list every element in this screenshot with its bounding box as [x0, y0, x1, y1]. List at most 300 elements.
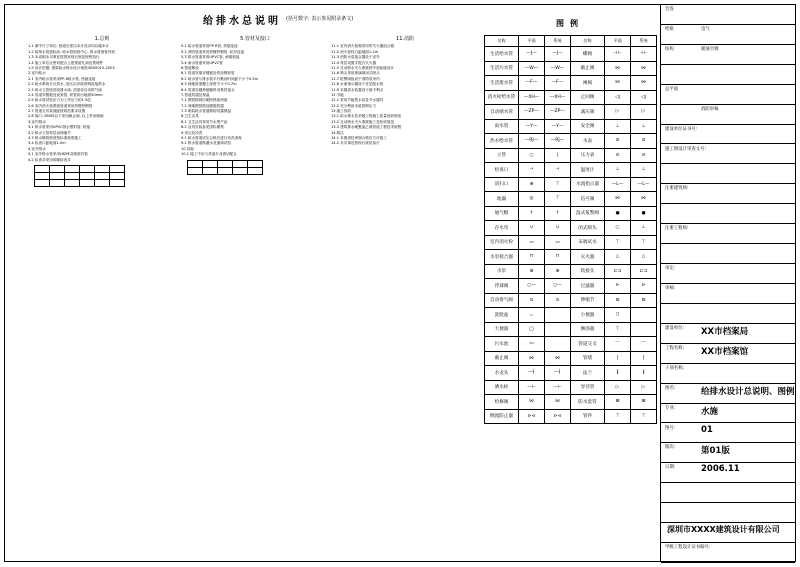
note-line: 6.4 管道穿越伸缩缝时设柔性接头 — [181, 87, 235, 92]
legend-row — [485, 61, 657, 76]
legend-symbol: ⊥ — [605, 119, 631, 134]
legend-symbol: —XH— — [519, 90, 545, 105]
title-block-label: 建设单位证书号: — [665, 126, 698, 132]
legend-symbol: ⋈ — [519, 395, 545, 410]
legend-name: 压力表 — [571, 148, 605, 163]
note-line: 2.8 阀门: DN50以下采用截止阀, 以上采用闸阀 — [28, 114, 104, 119]
note-line: 12.1 采用节能型水泵及节水器具 — [331, 98, 384, 103]
legend-row — [485, 76, 657, 91]
note-line: 2.2 给水系统分区供水, 低区由市政管网直接供水 — [28, 82, 106, 87]
legend-symbol: —⊢ — [519, 380, 545, 395]
title-block-row — [661, 124, 795, 145]
note-line: 13.3 建筑排水硬聚氯乙烯管道工程技术规程 — [331, 125, 402, 130]
legend-symbol: ⊞ — [631, 395, 657, 410]
title-block-row — [661, 442, 795, 463]
note-line: 5.4 雨水管道采用UPVC管 — [181, 60, 223, 65]
note-line: 9.2 排水管道做灌水及通球试验 — [181, 141, 231, 146]
title-block-value: 2006.11 — [701, 464, 740, 475]
legend-symbol: ⊓ — [519, 250, 545, 265]
legend-symbol — [631, 322, 657, 337]
legend-symbol — [545, 308, 571, 323]
legend-table — [484, 35, 657, 424]
title-block-row — [661, 84, 795, 105]
title-block-row — [661, 283, 795, 304]
legend-symbol: ⊓ — [545, 250, 571, 265]
title-block-label: 总平面 — [665, 86, 679, 92]
legend-row — [485, 380, 657, 395]
legend-symbol: ○ — [519, 148, 545, 163]
note-line: 10.1 施工中应与其他专业密切配合 — [181, 152, 237, 157]
legend-symbol: ◡ — [519, 308, 545, 323]
legend-symbol: ⊤ — [605, 409, 631, 424]
legend-name: 雨水管 — [485, 119, 519, 134]
legend-symbol: ⊳⊲ — [545, 409, 571, 424]
notes-title: 给排水总说明 — [203, 16, 281, 27]
legend-symbol: ⋈ — [545, 395, 571, 410]
legend-row — [485, 308, 657, 323]
title-block-row — [661, 522, 795, 543]
legend-symbol: ∪ — [545, 221, 571, 236]
legend-header: 平面 — [519, 36, 545, 47]
legend-symbol: ◯ — [519, 322, 545, 337]
title-block-label: 审核: — [665, 286, 676, 291]
legend-row — [485, 235, 657, 250]
legend-header: 系统 — [545, 36, 571, 47]
legend-symbol: —Y— — [545, 119, 571, 134]
legend-name: 水表 — [571, 134, 605, 149]
legend-name: 通气帽 — [485, 206, 519, 221]
legend-name: 湿式报警阀 — [571, 206, 605, 221]
legend-symbol: ] — [631, 351, 657, 366]
legend-row — [485, 395, 657, 410]
legend-symbol: —Y— — [519, 119, 545, 134]
title-block-row — [661, 183, 795, 204]
legend-symbol: ⌒ — [631, 337, 657, 352]
title-block-row — [661, 44, 795, 65]
legend-symbol: ‖ — [631, 366, 657, 381]
legend-symbol: ⋈ — [605, 61, 631, 76]
legend-row — [485, 250, 657, 265]
legend-symbol: —L— — [631, 177, 657, 192]
legend-row — [485, 148, 657, 163]
title-block-row — [661, 263, 795, 284]
legend-symbol: ⊤ — [545, 192, 571, 207]
section-heading: 1.总则 — [94, 36, 110, 42]
legend-symbol: ● — [605, 206, 631, 221]
title-block-label: 会签 — [665, 7, 674, 12]
legend-name: 止回阀 — [571, 90, 605, 105]
legend-symbol: —L— — [605, 177, 631, 192]
title-block-label: 专业: — [665, 405, 676, 411]
legend-row — [485, 90, 657, 105]
legend-name: 自动喷水管 — [485, 105, 519, 120]
title-block-value: 水施 — [701, 406, 719, 417]
legend-symbol: ⊣⊢ — [631, 47, 657, 62]
legend-row — [485, 351, 657, 366]
legend-symbol: ▭ — [519, 337, 545, 352]
legend-row — [485, 293, 657, 308]
legend-row — [485, 366, 657, 381]
note-line: 14.2 未尽事宜按现行规范执行 — [331, 141, 380, 146]
note-line: 7.2 埋地钢管做加强级防腐 — [181, 103, 224, 108]
legend-symbol: ⊙ — [545, 293, 571, 308]
title-block-label: 建设单位: — [665, 325, 685, 331]
note-line: 6.1 管道穿墙穿楼板处均设钢套管 — [181, 71, 235, 76]
title-block-row — [661, 144, 795, 165]
note-line: 3.1 排水管采用UPVC排水塑料管, 粘接 — [28, 125, 91, 130]
legend-symbol: —XH— — [545, 90, 571, 105]
legend-symbol: ⊘ — [631, 134, 657, 149]
note-line: 6.3 埋地管道覆土深度不小于0.7m — [181, 82, 237, 87]
legend-name: 倒流防止器 — [485, 409, 519, 424]
legend-name: 软接头 — [571, 264, 605, 279]
legend-symbol: ⋈ — [631, 61, 657, 76]
title-block-label: 施工图设计审查文号: — [665, 146, 706, 152]
title-block-label: 结构 — [665, 46, 674, 52]
legend-symbol: ⊥ — [631, 163, 657, 178]
note-line: 2.1 室内给水管采用PP-R给水管, 热熔连接 — [28, 76, 96, 81]
note-line: 11.3 消防水泵接合器设于室外 — [331, 55, 380, 60]
notes-column-3 — [331, 34, 478, 147]
legend-symbol: —ZP— — [545, 105, 571, 120]
title-block-label: 甲级工程设计证书编号: — [665, 545, 711, 551]
legend-name: 小便器 — [571, 308, 605, 323]
legend-symbol: ▭ — [519, 235, 545, 250]
note-line: 2.7 管道支吊架间距按规范要求设置 — [28, 109, 86, 114]
legend-name: 灭火器 — [571, 250, 605, 265]
note-line: 1.4 施工单位应密切配合土建预留孔洞及预埋件 — [28, 60, 104, 65]
note-line: 14.1 本图须经审图合格后方可施工 — [331, 136, 387, 141]
legend-name: 闸阀 — [571, 76, 605, 91]
legend-symbol: ○— — [545, 279, 571, 294]
legend-name: 立管 — [485, 148, 519, 163]
legend-symbol: ⊞ — [605, 395, 631, 410]
title-block-row — [661, 502, 795, 523]
title-block-label: 工程名称: — [665, 345, 685, 351]
legend-name: 安全阀 — [571, 119, 605, 134]
title-block-row — [661, 104, 795, 125]
legend-symbol: —J— — [545, 47, 571, 62]
title-block-row — [661, 383, 795, 404]
legend-header: 名称 — [485, 36, 519, 47]
legend-symbol: —┤ — [545, 366, 571, 381]
legend-symbol: ⊣ — [545, 163, 571, 178]
note-line: 2.4 管道穿楼板处设套管, 套管高出地面50mm — [28, 92, 103, 97]
note-line: 2.6 室内消火栓系统管道采用热镀锌钢管 — [28, 103, 93, 108]
legend-symbol: —ZP— — [519, 105, 545, 120]
legend-symbol: ○— — [519, 279, 545, 294]
legend-name: 闭式喷头 — [571, 221, 605, 236]
legend-symbol: ⊳ — [605, 279, 631, 294]
note-line: 3.3 排水横管坡度按标准坡度施工 — [28, 136, 82, 141]
legend-title: 图例 — [556, 19, 584, 28]
title-block-label: 图名: — [665, 385, 676, 391]
note-line: 2.5 给水管试验压力为工作压力的1.5倍 — [28, 98, 91, 103]
legend-symbol: ⊘ — [605, 134, 631, 149]
legend-name: 检修阀 — [485, 395, 519, 410]
legend-name: 过滤器 — [571, 279, 605, 294]
legend-symbol: ⋈ — [631, 76, 657, 91]
legend-name: 截止阀 — [485, 351, 519, 366]
legend-symbol: —F— — [545, 76, 571, 91]
legend-name: 水龙头 — [485, 366, 519, 381]
title-block-row — [661, 203, 795, 224]
legend-symbol: ⊙ — [519, 293, 545, 308]
legend-row — [485, 409, 657, 424]
legend-symbol: —F— — [519, 76, 545, 91]
notes-column-2 — [181, 34, 329, 177]
legend-name: 生活废水管 — [485, 76, 519, 91]
section-heading: 5.管材及接口 — [240, 36, 270, 42]
note-line: 12.节能 — [331, 92, 344, 97]
legend-name: 洗脸盆 — [485, 308, 519, 323]
legend-name: 末端试水 — [571, 235, 605, 250]
legend-symbol: ⊟ — [605, 293, 631, 308]
title-block-label: 版次: — [665, 445, 676, 451]
note-line: 5.1 给水管道采用PP-R管, 热熔连接 — [181, 44, 238, 49]
legend-name: 浮球阀 — [485, 279, 519, 294]
legend-symbol: ‖ — [605, 366, 631, 381]
title-block-label: 图号: — [665, 425, 676, 431]
legend-name: 消火栓给水管 — [485, 90, 519, 105]
legend-symbol: ▷ — [605, 105, 631, 120]
note-line: 11.5 自动喷水灭火系统按中危险级设计 — [331, 65, 395, 70]
legend-panel — [484, 18, 656, 424]
legend-name: 管堵 — [571, 351, 605, 366]
legend-name: 水流指示器 — [571, 177, 605, 192]
legend-symbol: ⊣ — [519, 163, 545, 178]
legend-symbol: —J— — [519, 47, 545, 62]
title-block-row — [661, 24, 795, 45]
title-block-row — [661, 323, 795, 344]
legend-symbol: ⊗ — [545, 264, 571, 279]
title-block-row — [661, 163, 795, 184]
note-line: 6.管道敷设 — [181, 65, 199, 70]
title-block-row — [661, 4, 795, 25]
title-block-value: 消防审核 — [701, 106, 719, 112]
legend-symbol: ⊳ — [631, 279, 657, 294]
legend-name: 蝶阀 — [571, 47, 605, 62]
note-line: 6.2 给水管与排水管平行敷设时间距不小于0.5m — [181, 76, 259, 81]
title-block-row — [661, 303, 795, 324]
title-block-value: 给排水设计总说明、图例 — [701, 386, 795, 397]
legend-symbol: —⊢ — [545, 380, 571, 395]
legend-name: 大便器 — [485, 322, 519, 337]
legend-name: 管道交叉 — [571, 337, 605, 352]
legend-name: 法兰 — [571, 366, 605, 381]
title-block-row — [661, 363, 795, 384]
legend-symbol: ⋈ — [605, 76, 631, 91]
title-block-value: 01 — [701, 424, 713, 435]
legend-symbol: ⊣⊢ — [605, 47, 631, 62]
legend-symbol: ⊤ — [631, 235, 657, 250]
legend-symbol: ⊙ — [605, 148, 631, 163]
note-line: 1.2 给排水管道标高: 给水管指管中心, 排水管指管内底 — [28, 49, 115, 54]
title-block-value: 电气 — [701, 26, 710, 32]
legend-row — [485, 337, 657, 352]
title-block-value: 暖通空调 — [701, 46, 719, 52]
note-line: 5.2 消防管道采用热镀锌钢管, 丝扣连接 — [181, 49, 245, 54]
legend-symbol: ◁| — [631, 90, 657, 105]
legend-symbol: ∪ — [519, 221, 545, 236]
legend-name: 检查口 — [485, 163, 519, 178]
note-line: 8.2 洁具安装参见国标图集 — [181, 125, 224, 130]
legend-symbol: | — [545, 148, 571, 163]
legend-row — [485, 279, 657, 294]
note-line: 12.2 充分利用市政管网压力 — [331, 103, 377, 108]
legend-name: 截止阀 — [571, 61, 605, 76]
legend-symbol: △ — [605, 250, 631, 265]
legend-symbol: ⊤ — [605, 322, 631, 337]
note-line: 9.1 给水管道试压合格后进行冲洗消毒 — [181, 136, 242, 141]
legend-row — [485, 221, 657, 236]
title-block-row — [661, 64, 795, 85]
legend-symbol: —RJ— — [519, 134, 545, 149]
notes-table — [187, 160, 263, 175]
title-block-row — [661, 343, 795, 364]
note-line: 9.试压及冲洗 — [181, 130, 203, 135]
legend-name: 温度计 — [571, 163, 605, 178]
note-line: 2.室内给水 — [28, 71, 46, 76]
note-line: 11.1 室内消火栓箱采用带灭火器组合箱 — [331, 44, 395, 49]
legend-symbol: —W— — [519, 61, 545, 76]
title-block-row — [661, 462, 795, 483]
note-line: 2.3 给水立管底部设泄水阀, 顶部设自动排气阀 — [28, 87, 102, 92]
legend-symbol: ▷ — [631, 105, 657, 120]
title-block-value: 第01版 — [701, 446, 730, 457]
legend-symbol: ⋈ — [631, 192, 657, 207]
note-line: 1.1 图中尺寸单位: 管道长度以米计其余均以毫米计 — [28, 44, 110, 49]
legend-symbol: ⊤ — [605, 235, 631, 250]
note-line: 1.5 设计依据: 建筑给水排水设计规范GB50015-2003 — [28, 65, 115, 70]
note-line: 11.6 喷头采用玻璃球闭式喷头 — [331, 71, 380, 76]
note-line: 8.1 卫生洁具采用节水型产品 — [181, 119, 228, 124]
legend-symbol: —RJ— — [545, 134, 571, 149]
legend-symbol: ◎ — [519, 192, 545, 207]
legend-symbol: ▷ — [631, 380, 657, 395]
legend-row — [485, 192, 657, 207]
legend-name: 淋浴器 — [571, 322, 605, 337]
legend-name: 清扫口 — [485, 177, 519, 192]
note-line: 1.3 本说明未尽事宜按国家现行规范规程执行 — [28, 55, 100, 60]
legend-header: 平面 — [605, 36, 631, 47]
legend-symbol: ◁| — [605, 90, 631, 105]
legend-name: 减压阀 — [571, 105, 605, 120]
legend-row — [485, 322, 657, 337]
legend-name: 异径管 — [571, 380, 605, 395]
note-line: 11.4 每层设置手提式灭火器 — [331, 60, 377, 65]
note-line: 4.1 室外排水管采用HDPE双壁波纹管 — [28, 152, 88, 157]
legend-symbol: ▷ — [605, 380, 631, 395]
note-line: 3.室内排水 — [28, 119, 46, 124]
legend-symbol: ○ — [605, 221, 631, 236]
note-line: 3.2 排水立管每层设伸缩节 — [28, 130, 71, 135]
legend-symbol: ⊥ — [631, 221, 657, 236]
note-line: 11.2 消火栓栓口距地面1.1m — [331, 49, 379, 54]
notes-subtitle: (括号数字: 表示参见附录条文) — [286, 16, 354, 22]
section-heading: 11.消防 — [396, 36, 414, 42]
title-block-label: 注册工程师: — [665, 226, 689, 232]
note-line: 7.3 明装给水管道做防结露保温 — [181, 109, 231, 114]
title-block-label: 给排 — [665, 26, 674, 32]
legend-row — [485, 264, 657, 279]
legend-name: 污水池 — [485, 337, 519, 352]
legend-symbol: ⋈ — [605, 192, 631, 207]
legend-name: 伸缩节 — [571, 293, 605, 308]
title-block-label: 子项名称: — [665, 365, 685, 371]
legend-symbol: ⋈ — [545, 351, 571, 366]
legend-symbol — [545, 337, 571, 352]
title-block-row — [661, 223, 795, 244]
legend-symbol: ⊳⊲ — [519, 409, 545, 424]
legend-row — [485, 206, 657, 221]
legend-symbol: ↑ — [519, 206, 545, 221]
legend-symbol: ⊏⊐ — [631, 264, 657, 279]
title-block-row — [661, 423, 795, 444]
note-line: 8.卫生洁具 — [181, 114, 199, 119]
note-line: 7.管道防腐及保温 — [181, 92, 210, 97]
title-block-value: XX市档案馆 — [701, 346, 749, 357]
notes-column-1 — [28, 34, 176, 189]
legend-row — [485, 177, 657, 192]
legend-symbol: ● — [631, 206, 657, 221]
legend-header: 系统 — [631, 36, 657, 47]
note-line: 5.3 排水管道采用UPVC管, 承插粘接 — [181, 55, 240, 60]
notes-table — [34, 165, 125, 187]
legend-name: 洒水栓 — [485, 380, 519, 395]
note-line: 7.1 钢管除锈后刷防锈漆两道 — [181, 98, 228, 103]
legend-symbol: ⊙ — [631, 148, 657, 163]
legend-name: 管件 — [571, 409, 605, 424]
title-block-row — [661, 243, 795, 264]
title-block-row — [661, 482, 795, 503]
legend-symbol: ⊗ — [519, 264, 545, 279]
note-line: 11.7 报警阀组设于消防泵房内 — [331, 76, 380, 81]
legend-symbol: ⊕ — [519, 177, 545, 192]
title-block-value: XX市档案局 — [701, 326, 749, 337]
title-block-row — [661, 403, 795, 424]
title-block-label: 日期: — [665, 465, 676, 471]
legend-name: 生活污水管 — [485, 61, 519, 76]
note-line: 4.室外排水 — [28, 146, 46, 151]
legend-symbol: △ — [631, 250, 657, 265]
legend-symbol: ⊏⊐ — [605, 264, 631, 279]
legend-row — [485, 134, 657, 149]
legend-symbol: ⋈ — [519, 351, 545, 366]
legend-name: 存水弯 — [485, 221, 519, 236]
note-line: 10.其他 — [181, 146, 194, 151]
legend-name: 自动排气阀 — [485, 293, 519, 308]
legend-name: 热水给水管 — [485, 134, 519, 149]
legend-symbol: ⊤ — [545, 177, 571, 192]
note-line: 14.附注 — [331, 130, 344, 135]
title-block-label: 注册建筑师: — [665, 186, 689, 192]
general-notes — [28, 12, 478, 552]
legend-header: 名称 — [571, 36, 605, 47]
legend-symbol: ] — [605, 351, 631, 366]
legend-symbol: ▯ — [605, 308, 631, 323]
legend-name: 信号阀 — [571, 192, 605, 207]
title-block-row — [661, 542, 795, 563]
note-line: 11.8 水流指示器设于各层配水管 — [331, 82, 384, 87]
legend-name: 地漏 — [485, 192, 519, 207]
legend-symbol: —┤ — [519, 366, 545, 381]
note-line: 3.4 检查口距地面1.0m — [28, 141, 66, 146]
note-line: 13.2 自动喷水灭火系统施工及验收规范 — [331, 119, 395, 124]
legend-name: 生活给水管 — [485, 47, 519, 62]
legend-row — [485, 163, 657, 178]
legend-symbol — [631, 308, 657, 323]
